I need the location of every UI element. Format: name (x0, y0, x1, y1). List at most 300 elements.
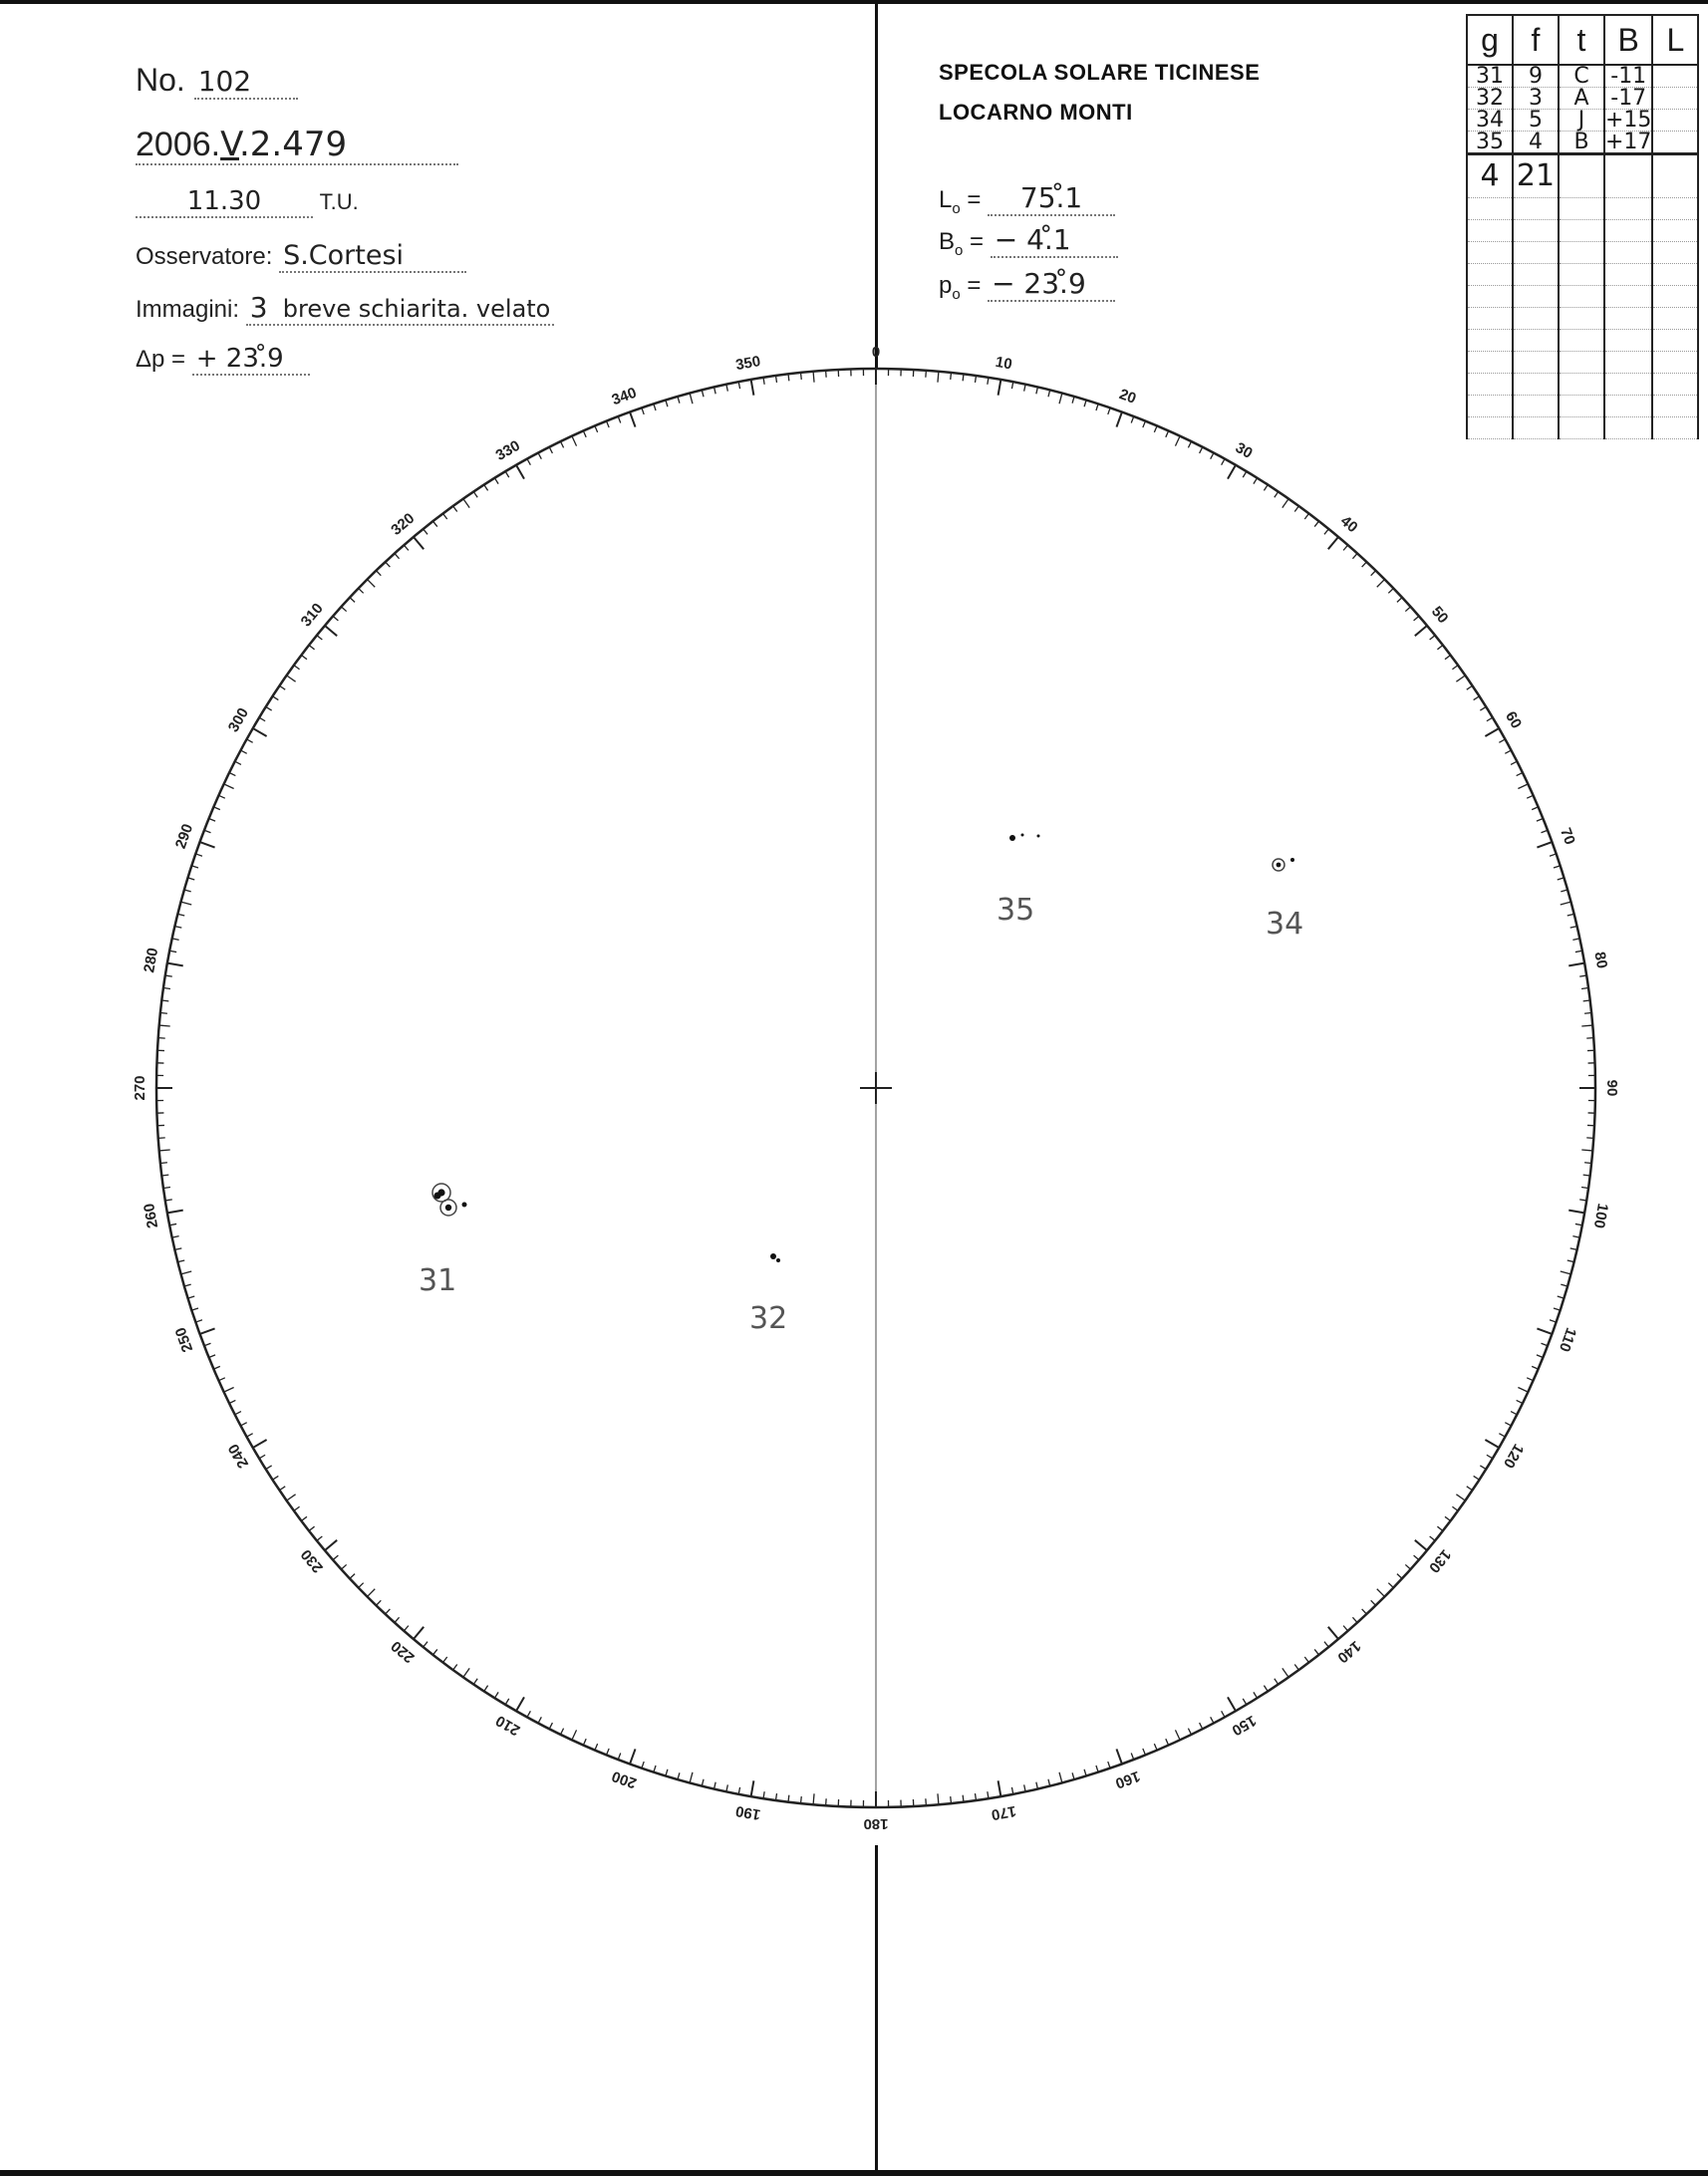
table-total-cell: 4 (1467, 154, 1513, 198)
sunspot-group-label-31: 31 (419, 1263, 457, 1298)
scale-tick (209, 1355, 215, 1358)
scale-label: 200 (609, 1767, 640, 1792)
scale-tick (572, 436, 577, 446)
scale-tick (1304, 513, 1308, 519)
scale-tick (259, 717, 265, 721)
sunspot-dot (462, 1203, 467, 1208)
scale-tick (204, 830, 211, 833)
scale-label: 230 (297, 1545, 327, 1576)
delta-p-label: Δp = (136, 346, 186, 373)
scale-tick (1024, 385, 1025, 392)
scale-tick (516, 1697, 524, 1711)
scale-tick (414, 537, 424, 549)
observatory-name: SPECOLA SOLARE TICINESE (939, 60, 1261, 85)
table-cell: 35 (1467, 132, 1513, 154)
scale-tick (177, 1260, 184, 1262)
scale-tick (200, 1328, 215, 1333)
scale-tick (1328, 1627, 1338, 1639)
scale-tick (195, 854, 202, 856)
sunspot-group-label-35: 35 (996, 893, 1035, 928)
scale-tick (494, 478, 498, 484)
scale-label: 320 (388, 509, 419, 539)
scale-tick (1108, 408, 1110, 414)
scale-tick (963, 374, 964, 381)
scale-tick (642, 1762, 644, 1768)
scale-tick (678, 397, 680, 404)
scale-tick (184, 1284, 191, 1286)
scale-tick (1561, 1271, 1571, 1274)
scale-tick (341, 607, 346, 612)
observer-name: S.Cortesi (279, 241, 466, 273)
scale-tick (266, 706, 272, 710)
scale-tick (453, 506, 457, 512)
date-month: V (220, 125, 239, 164)
scale-tick (301, 655, 307, 659)
scale-label: 190 (733, 1801, 762, 1823)
scale-tick (279, 685, 285, 689)
scale-tick (1154, 1744, 1157, 1750)
scale-tick (1542, 1343, 1549, 1346)
scale-tick (1474, 1476, 1480, 1480)
scale-tick (726, 385, 727, 392)
scale-tick (1059, 1772, 1062, 1783)
scale-tick (1188, 1729, 1191, 1735)
scale-tick (1116, 1749, 1121, 1764)
scale-tick (1430, 1536, 1435, 1540)
scale-tick (607, 421, 610, 427)
time-unit: T.U. (319, 189, 359, 214)
scale-tick (395, 1617, 400, 1622)
table-cell: -11 (1604, 65, 1652, 88)
scale-tick (527, 459, 530, 465)
scale-tick (1096, 1766, 1098, 1772)
scale-tick (583, 1739, 586, 1745)
sunspot-dot (434, 1193, 441, 1200)
scale-tick (963, 1795, 964, 1802)
scale-tick (1456, 676, 1465, 681)
scale-label: 300 (224, 704, 253, 735)
scale-tick (1275, 491, 1279, 497)
scale-tick (538, 453, 541, 459)
scale-tick (424, 529, 427, 534)
scale-label: 100 (1589, 1202, 1611, 1230)
scale-tick (253, 728, 267, 736)
scale-tick (172, 1236, 179, 1237)
scale-tick (1467, 685, 1473, 689)
scale-tick (272, 696, 278, 700)
scale-tick (167, 1211, 183, 1214)
scale-tick (1568, 1211, 1584, 1214)
scale-tick (678, 1772, 680, 1779)
scale-tick (1397, 598, 1402, 603)
scale-tick (538, 1717, 541, 1723)
scale-tick (595, 1744, 598, 1750)
scale-label: 80 (1590, 951, 1611, 970)
scale-tick (1352, 553, 1357, 558)
time-value: 11.30 (136, 187, 313, 218)
scale-tick (1314, 521, 1318, 527)
sunspot-umbra (1277, 863, 1281, 868)
scale-tick (414, 1627, 424, 1639)
scale-tick (272, 1476, 278, 1480)
scale-tick (325, 626, 337, 636)
scale-tick (259, 1455, 265, 1459)
scale-label: 260 (141, 1202, 162, 1230)
scale-tick (1048, 1779, 1050, 1786)
observatory-location: LOCARNO MONTI (939, 100, 1133, 125)
scale-tick (484, 1686, 488, 1692)
scale-tick (161, 1175, 168, 1176)
table-cell: A (1559, 88, 1604, 110)
scale-tick (1275, 1679, 1279, 1685)
scale-tick (442, 1657, 446, 1663)
scale-tick (294, 1506, 300, 1510)
scale-tick (484, 484, 488, 490)
table-cell: +17 (1605, 130, 1652, 154)
scale-tick (1200, 1723, 1203, 1729)
scale-tick (714, 1782, 716, 1789)
scale-tick (1568, 963, 1584, 966)
scale-tick (1567, 1260, 1574, 1262)
scale-tick (1036, 388, 1038, 395)
scale-tick (938, 1793, 939, 1804)
scale-tick (395, 553, 400, 558)
scale-tick (1036, 1782, 1038, 1789)
scale-tick (1518, 784, 1528, 789)
scale-tick (642, 408, 644, 414)
scale-tick (1200, 447, 1203, 453)
scale-tick (218, 1378, 224, 1381)
scale-label: 10 (994, 353, 1013, 374)
table-header-4: L (1652, 15, 1698, 65)
scale-tick (325, 1540, 337, 1550)
param-p0-label: p (939, 272, 953, 299)
scale-tick (1211, 1717, 1214, 1723)
scale-tick (1517, 772, 1523, 775)
scale-tick (1583, 1000, 1590, 1001)
scale-tick (1154, 425, 1157, 431)
sunspot-dot (776, 1258, 780, 1262)
scale-tick (301, 1516, 307, 1520)
record-number-value: 102 (194, 67, 298, 100)
date-year: 2006. (136, 126, 221, 163)
scale-tick (235, 761, 241, 764)
scale-tick (1048, 390, 1050, 397)
delta-p-value: + 23.̊9 (192, 345, 310, 376)
scale-tick (386, 1609, 391, 1614)
scale-label: 180 (863, 1815, 889, 1833)
scale-tick (1143, 1749, 1146, 1755)
scale-tick (1452, 1506, 1458, 1510)
scale-tick (1550, 854, 1557, 856)
scale-tick (453, 1664, 457, 1670)
scale-tick (287, 676, 296, 681)
scale-tick (1188, 441, 1191, 447)
scale-tick (229, 772, 235, 775)
scale-tick (404, 545, 409, 550)
scale-tick (1570, 927, 1577, 929)
scale-tick (1537, 842, 1552, 847)
scale-tick (1581, 1025, 1592, 1026)
param-B0-label: B (939, 228, 956, 255)
scale-tick (813, 1793, 814, 1804)
scale-tick (359, 588, 364, 593)
scale-tick (1527, 795, 1533, 798)
scale-tick (1554, 866, 1561, 868)
scale-label: 130 (1425, 1545, 1455, 1576)
scale-tick (1116, 412, 1121, 427)
scale-tick (424, 1642, 427, 1647)
scale-tick (607, 1749, 610, 1755)
scale-tick (367, 1589, 375, 1597)
scale-label: 60 (1502, 708, 1526, 732)
scale-tick (1059, 394, 1062, 405)
table-cell: 31 (1467, 65, 1513, 88)
scale-tick (1175, 436, 1180, 446)
scale-tick (1480, 706, 1486, 710)
scale-tick (1485, 728, 1499, 736)
table-header-2: t (1559, 15, 1604, 65)
scale-tick (200, 842, 215, 847)
sunspot-dot (770, 1253, 776, 1259)
scale-tick (473, 1679, 477, 1685)
record-number-label: No. (136, 62, 185, 98)
scale-tick (1211, 453, 1214, 459)
scale-tick (1328, 537, 1338, 549)
scale-tick (998, 1780, 1001, 1796)
scale-tick (1583, 1175, 1590, 1176)
scale-label: 70 (1557, 825, 1578, 848)
scale-tick (184, 890, 191, 892)
scale-tick (218, 795, 224, 798)
scale-tick (195, 1320, 202, 1322)
scale-label: 110 (1555, 1325, 1580, 1354)
scale-label: 250 (171, 1324, 197, 1355)
scale-tick (181, 1271, 192, 1274)
scale-tick (788, 1795, 789, 1802)
scale-tick (1572, 1236, 1579, 1237)
scale-tick (1131, 1754, 1134, 1761)
scale-tick (1388, 588, 1393, 593)
scale-tick (527, 1711, 530, 1717)
scale-tick (1518, 1387, 1528, 1392)
scale-tick (1264, 1686, 1268, 1692)
scale-tick (191, 1308, 198, 1310)
scale-tick (751, 1780, 754, 1796)
scale-tick (1474, 696, 1480, 700)
scale-tick (751, 380, 754, 396)
scale-tick (1324, 529, 1328, 534)
scale-tick (1487, 717, 1493, 721)
scale-tick (1166, 1739, 1169, 1745)
param-B0: $B_o$ = − 4.̊1 (939, 225, 1118, 259)
scale-tick (813, 372, 814, 383)
scale-label: 50 (1427, 603, 1452, 628)
scale-label: 290 (171, 821, 197, 852)
sunspot-dot (1021, 834, 1024, 837)
scale-tick (1456, 1495, 1465, 1500)
scale-tick (1537, 819, 1543, 822)
scale-tick (1480, 1466, 1486, 1470)
scale-tick (1537, 1355, 1543, 1358)
scale-tick (175, 1248, 182, 1250)
scale-tick (1371, 1600, 1376, 1605)
scale-tick (350, 598, 355, 603)
scale-tick (229, 1400, 235, 1403)
table-cell: B (1559, 132, 1604, 154)
scale-tick (1537, 1328, 1552, 1333)
scale-tick (1415, 626, 1427, 636)
scale-tick (333, 616, 338, 621)
sunspot-umbra (445, 1205, 451, 1211)
scale-tick (213, 1366, 219, 1369)
scale-label: 90 (1603, 1079, 1621, 1097)
images-count: 3 (249, 291, 268, 324)
scale-tick (1084, 1769, 1086, 1776)
scale-tick (1437, 645, 1443, 649)
sunspot-group-label-34: 34 (1266, 907, 1304, 942)
scale-label: 120 (1499, 1441, 1528, 1472)
scale-tick (654, 1766, 656, 1772)
table-cell: 4 (1513, 132, 1559, 154)
scale-tick (951, 373, 952, 380)
scale-tick (204, 1343, 211, 1346)
scale-tick (1558, 878, 1565, 880)
table-header-0: g (1467, 15, 1513, 65)
scale-tick (241, 1423, 247, 1426)
scale-tick (1572, 939, 1579, 940)
scale-tick (1166, 430, 1169, 436)
scale-tick (1264, 484, 1268, 490)
scale-tick (1487, 1455, 1493, 1459)
scale-tick (1254, 478, 1258, 484)
scale-tick (1505, 750, 1511, 753)
scale-tick (1532, 1366, 1538, 1369)
scale-tick (595, 425, 598, 431)
scale-tick (1228, 1697, 1236, 1711)
scale-tick (235, 1412, 241, 1415)
scale-tick (1324, 1642, 1328, 1647)
scale-tick (690, 394, 693, 405)
scale-tick (1584, 1013, 1591, 1014)
scale-tick (404, 1626, 409, 1631)
scale-tick (209, 819, 215, 822)
scale-tick (1505, 1423, 1511, 1426)
scale-tick (1243, 471, 1247, 477)
scale-tick (560, 1729, 563, 1735)
scale-tick (1581, 1150, 1592, 1151)
scale-tick (1343, 1626, 1348, 1631)
scale-tick (1467, 1487, 1473, 1491)
scale-tick (188, 878, 195, 880)
scale-tick (714, 388, 716, 395)
scale-tick (473, 491, 477, 497)
scale-tick (1445, 655, 1451, 659)
scale-tick (463, 1668, 469, 1677)
scale-tick (253, 1440, 267, 1448)
scale-label: 220 (388, 1637, 419, 1667)
scale-tick (341, 1564, 346, 1569)
scale-tick (350, 1574, 355, 1579)
scale-tick (294, 666, 300, 670)
scale-tick (1072, 397, 1074, 404)
scale-label: 30 (1232, 438, 1256, 462)
table-cell: J (1559, 110, 1604, 132)
scale-tick (1143, 421, 1146, 427)
scale-tick (463, 499, 469, 508)
scale-tick (630, 412, 635, 427)
scale-tick (618, 1754, 621, 1761)
scale-tick (177, 914, 184, 916)
scale-tick (1254, 1692, 1258, 1698)
scale-tick (583, 430, 586, 436)
scale-tick (654, 404, 656, 410)
scale-tick (159, 1150, 170, 1151)
table-cell: C (1559, 65, 1604, 88)
scale-tick (1445, 1516, 1451, 1520)
scale-tick (788, 374, 789, 381)
scale-label: 350 (733, 353, 762, 375)
scale-label: 170 (990, 1801, 1018, 1823)
scale-tick (801, 373, 802, 380)
scale-tick (175, 927, 182, 929)
scale-tick (279, 1487, 285, 1491)
scale-tick (1314, 1649, 1318, 1655)
scale-tick (1414, 1555, 1419, 1560)
scale-tick (1405, 607, 1410, 612)
scale-tick (1131, 416, 1134, 423)
scale-tick (801, 1796, 802, 1803)
scale-tick (224, 784, 234, 789)
scale-tick (938, 372, 939, 383)
scale-label: 330 (492, 436, 523, 465)
scale-tick (188, 1296, 195, 1298)
images-note: breve schiarita. velato (282, 295, 551, 323)
scale-tick (1222, 1711, 1225, 1717)
scale-tick (549, 447, 552, 453)
scale-label: 210 (492, 1711, 523, 1740)
param-p0-value: − 23.̊9 (988, 269, 1115, 302)
scale-tick (1222, 459, 1225, 465)
scale-tick (702, 390, 704, 397)
scale-label: 240 (224, 1441, 253, 1472)
table-cell: -17 (1604, 88, 1652, 110)
scale-tick (1452, 666, 1458, 670)
scale-label: 340 (609, 384, 640, 409)
scale-tick (309, 645, 315, 649)
scale-tick (1228, 465, 1236, 479)
scale-tick (1584, 1163, 1591, 1164)
scale-tick (690, 1772, 693, 1783)
scale-tick (1377, 1589, 1385, 1597)
scale-tick (1108, 1762, 1110, 1768)
scale-tick (1072, 1772, 1074, 1779)
scale-tick (572, 1730, 577, 1740)
scale-tick (1517, 1400, 1523, 1403)
sunspot-dot (1290, 858, 1294, 862)
scale-tick (1362, 562, 1367, 567)
scale-tick (172, 939, 179, 940)
scale-label: 40 (1336, 512, 1361, 537)
scale-tick (1397, 1574, 1402, 1579)
param-L0-label: L (939, 186, 953, 213)
scale-tick (1243, 1699, 1247, 1705)
param-B0-value: − 4.̊1 (991, 225, 1118, 258)
scale-tick (241, 750, 247, 753)
table-total-cell: 21 (1513, 154, 1559, 198)
scale-tick (1343, 545, 1348, 550)
scale-label: 150 (1229, 1711, 1260, 1740)
